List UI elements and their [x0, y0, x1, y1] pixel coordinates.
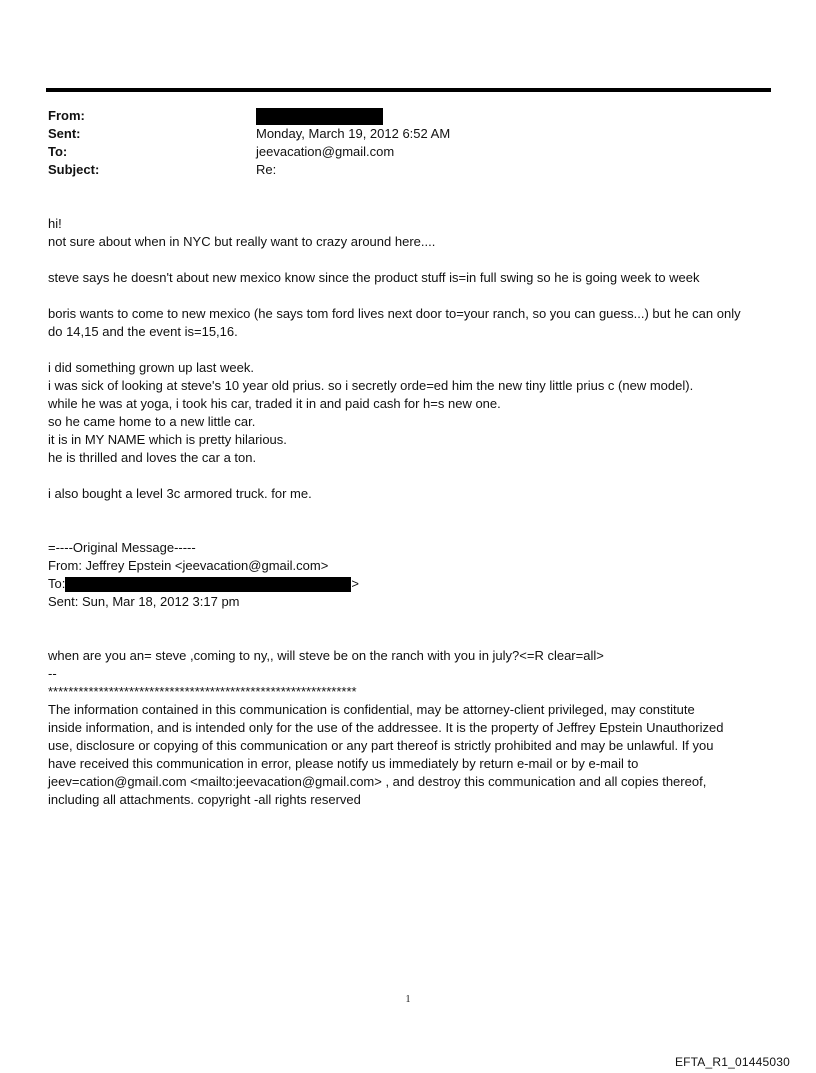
original-to-suffix: >	[351, 576, 359, 591]
from-redaction	[256, 108, 383, 125]
disclaimer-line: use, disclosure or copying of this communication or any part thereof is strictly prohibited and may be unlawful. If you	[48, 738, 714, 753]
spacer	[48, 611, 778, 647]
body-line: i was sick of looking at steve's 10 year old prius. so i secretly orde=ed him the new tiny little prius c (new model).	[48, 378, 694, 393]
body-line: while he was at yoga, i took his car, traded it in and paid cash for h=s new one.	[48, 396, 501, 411]
paragraph-greeting	[48, 215, 778, 251]
to-value: jeevacation@gmail.com	[256, 144, 395, 159]
original-sent: Sent: Sun, Mar 18, 2012 3:17 pm	[48, 594, 240, 609]
subject-value: Re:	[256, 162, 277, 177]
subject-row	[48, 161, 768, 179]
original-to-prefix: To:	[48, 576, 66, 591]
email-header	[48, 107, 768, 179]
body-line: it is in MY NAME which is pretty hilarious.	[48, 432, 287, 447]
disclaimer-line: jeev=cation@gmail.com <mailto:jeevacation@gmail.com> , and destroy this communication and all copies thereof,	[48, 774, 707, 789]
body-line: i also bought a level 3c armored truck. for me.	[48, 486, 312, 501]
from-label: From:	[48, 108, 85, 123]
subject-label: Subject:	[48, 162, 100, 177]
signature-dash: --	[48, 666, 57, 681]
document-id: EFTA_R1_01445030	[674, 1055, 790, 1069]
sent-label: Sent:	[48, 126, 81, 141]
to-row	[48, 143, 768, 161]
page-number: 1	[405, 994, 411, 1005]
from-row	[48, 107, 768, 125]
body-line: not sure about when in NYC but really want to crazy around here....	[48, 234, 436, 249]
body-line: steve says he doesn't about new mexico know since the product stuff is=in full swing so he is going week to week	[48, 270, 700, 285]
signature-stars: *************************************************************	[48, 684, 357, 699]
body-line: boris wants to come to new mexico (he says tom ford lives next door to=your ranch, so you can guess...) but he can only	[48, 306, 741, 321]
body-line: so he came home to a new little car.	[48, 414, 256, 429]
greeting-line: hi!	[48, 216, 62, 231]
original-to	[48, 575, 778, 593]
body-line: do 14,15 and the event is=15,16.	[48, 324, 238, 339]
sent-row	[48, 125, 768, 143]
original-message-header	[48, 539, 778, 611]
disclaimer-line: have received this communication in error, please notify us immediately by return e-mail or by e-mail to	[48, 756, 639, 771]
body-line: he is thrilled and loves the car a ton.	[48, 450, 257, 465]
disclaimer-line: including all attachments. copyright -all rights reserved	[48, 792, 361, 807]
paragraph-prius	[48, 359, 778, 467]
to-label: To:	[48, 144, 68, 159]
original-to-redaction	[65, 577, 351, 592]
paragraph-boris	[48, 305, 778, 341]
disclaimer-line: inside information, and is intended only for the use of the addressee. It is the property of Jeffrey Epstein Unauthorized	[48, 720, 724, 735]
paragraph-truck	[48, 485, 778, 503]
paragraph-steve	[48, 269, 778, 287]
from-value	[256, 107, 383, 125]
email-body	[48, 215, 778, 809]
body-line: i did something grown up last week.	[48, 360, 254, 375]
original-divider: =----Original Message-----	[48, 540, 196, 555]
original-from: From: Jeffrey Epstein <jeevacation@gmail.com>	[48, 558, 329, 573]
disclaimer-line: The information contained in this communication is confidential, may be attorney-client privileged, may constitute	[48, 702, 695, 717]
original-message-body	[48, 647, 778, 809]
header-rule	[46, 88, 771, 92]
sent-value: Monday, March 19, 2012 6:52 AM	[256, 126, 451, 141]
original-message-text: when are you an= steve ,coming to ny,, will steve be on the ranch with you in july?<=R clear=all>	[48, 648, 604, 663]
